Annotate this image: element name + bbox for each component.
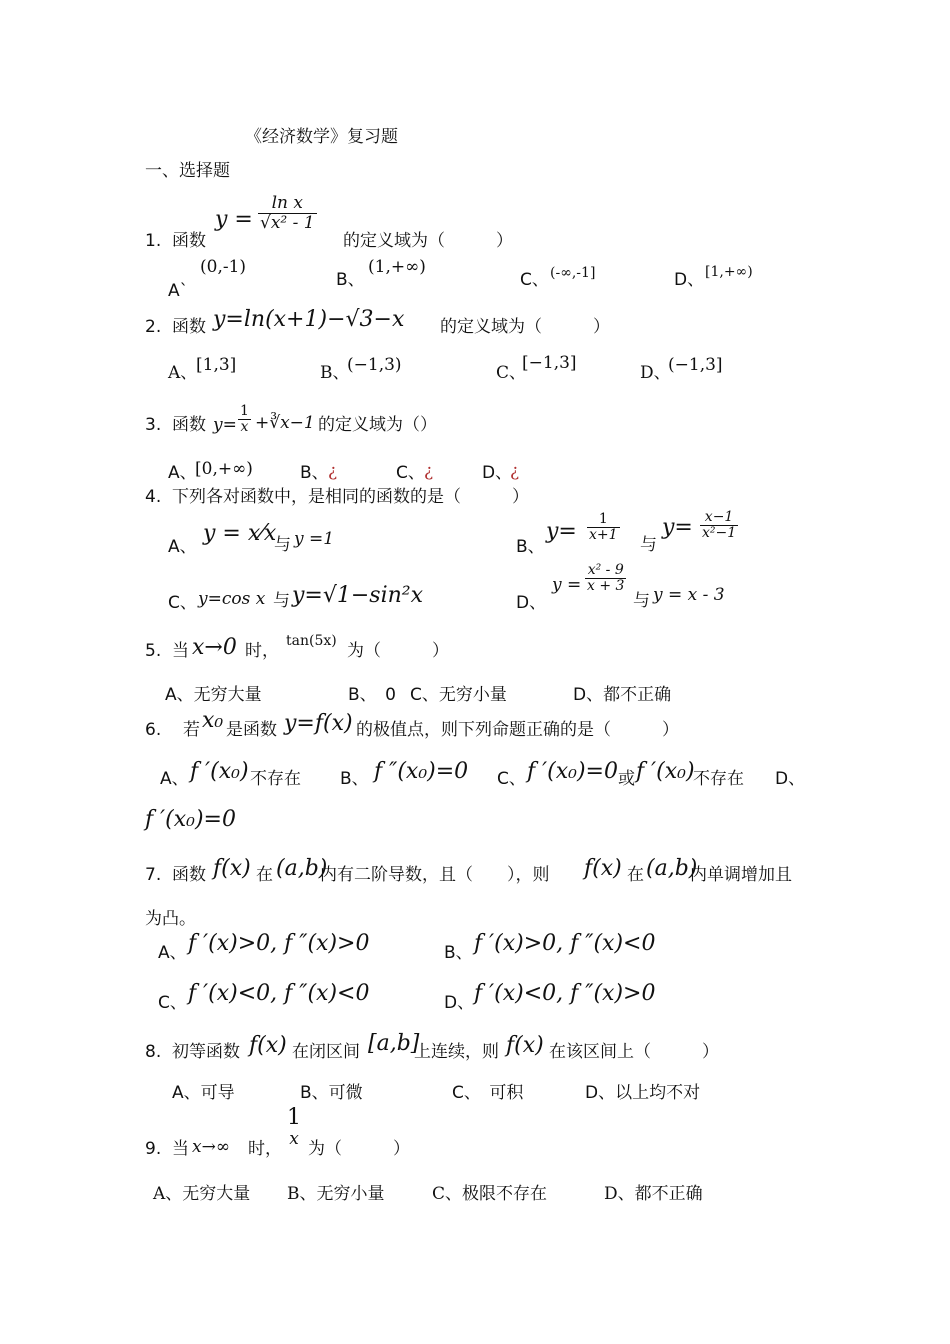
q3-option-a: [0,+∞) xyxy=(195,459,253,479)
q4-stem: 下列各对函数中，是相同的函数的是（ ） xyxy=(172,487,529,507)
q4-option-b-label: B、 xyxy=(516,537,545,557)
q3-option-a-label: A、 xyxy=(168,463,197,483)
q7-interval2: (a,b) xyxy=(646,856,698,881)
q5-stem-mid: 时， xyxy=(245,641,279,661)
q6-option-a-text: 不存在 xyxy=(250,769,301,789)
q1-option-d-label: D、 xyxy=(674,270,705,290)
q2-stem-end: 的定义域为（ ） xyxy=(440,317,610,337)
q8-stem-mid: 在闭区间 xyxy=(292,1042,360,1062)
q2-option-a-label: A、 xyxy=(168,363,198,383)
q7-stem-mid: 内有二阶导数，且（ ），则 xyxy=(320,865,550,885)
q9-stem: 当 xyxy=(172,1139,189,1159)
q8-number: 8. xyxy=(145,1042,162,1062)
q4-option-c-with: 与 xyxy=(273,591,290,611)
q2-option-b: (−1,3) xyxy=(347,355,402,375)
q5-option-a: A、无穷大量 xyxy=(165,685,262,705)
q9-option-b: B、无穷小量 xyxy=(287,1184,385,1204)
q9-numerator: 1 xyxy=(287,1105,301,1130)
q4-option-c-f2: y=√1−sin²x xyxy=(292,583,424,608)
q2-option-b-label: B、 xyxy=(320,363,350,383)
q8-interval: [a,b] xyxy=(368,1031,420,1056)
q7-option-b-label: B、 xyxy=(444,943,473,963)
q1-option-a-label: A` xyxy=(168,281,189,301)
q6-option-d-f: f ′(x₀)=0 xyxy=(145,807,236,832)
q6-function: y=f(x) xyxy=(284,711,353,736)
q7-stem-in: 在 xyxy=(256,865,273,885)
q3-formula-denominator: x xyxy=(240,419,249,436)
q5-stem: 当 xyxy=(172,641,189,661)
q3-formula-rhs: +∛x−1 xyxy=(255,413,315,433)
q4-option-b-lhs: y= xyxy=(546,519,577,544)
q8-option-d: D、以上均不对 xyxy=(585,1083,701,1103)
q5-stem-end: 为（ ） xyxy=(347,641,449,661)
q6-option-b-f: f ″(x₀)=0 xyxy=(374,759,469,784)
q1-option-b-label: B、 xyxy=(336,270,365,290)
q7-stem: 函数 xyxy=(172,865,206,885)
q8-option-b: B、可微 xyxy=(300,1083,363,1103)
q3-formula-numerator: 1 xyxy=(240,403,249,419)
section-heading: 一、选择题 xyxy=(145,161,230,181)
q9-denominator: x xyxy=(289,1129,299,1150)
q4-option-a-with: 与 xyxy=(274,535,291,555)
q2-option-c: [−1,3] xyxy=(522,353,577,373)
q6-option-c-text: 不存在 xyxy=(693,769,744,789)
q9-condition: x→∞ xyxy=(192,1137,230,1157)
q2-option-a: [1,3] xyxy=(196,355,237,375)
q7-option-d-f: f ′(x)<0, f ″(x)>0 xyxy=(474,981,656,1006)
q4-option-b-frac1 xyxy=(587,512,620,544)
q9-option-d: D、都不正确 xyxy=(604,1184,703,1204)
q4-option-c-f1: y=cos x xyxy=(198,589,266,609)
q3-option-d-label: D、 xyxy=(482,463,513,483)
q4-option-b-lhs2: y= xyxy=(662,515,693,540)
q6-option-c-f1: f ′(x₀)=0 xyxy=(527,759,618,784)
q8-stem-end: 在该区间上（ ） xyxy=(549,1042,719,1062)
q4-option-d-num: x² - 9 xyxy=(585,563,626,579)
q5-option-b: B、 0 xyxy=(348,685,396,705)
q3-option-b-label: B、 xyxy=(300,463,329,483)
q6-option-c-or: 或 xyxy=(618,769,635,789)
q6-stem-end: 的极值点，则下列命题正确的是（ ） xyxy=(356,720,679,740)
q3-option-c-label: C、 xyxy=(396,463,425,483)
q4-option-a-f2: y =1 xyxy=(294,529,335,549)
q6-option-b-label: B、 xyxy=(340,769,369,789)
q1-formula-lhs: y = xyxy=(215,207,253,232)
q9-fraction xyxy=(285,1106,303,1149)
q4-number: 4. xyxy=(145,487,162,507)
q5-number: 5. xyxy=(145,641,162,661)
q1-stem-end: 的定义域为（ ） xyxy=(343,231,513,251)
q1-stem: 函数 xyxy=(172,231,206,251)
q3-option-d: ¿ xyxy=(510,461,520,481)
q1-option-a: (0,-1) xyxy=(200,257,247,277)
q5-expression: tan(5x) xyxy=(286,633,337,649)
q6-option-c-f2: f ′(x₀) xyxy=(636,759,695,784)
q4-option-b-num2: x−1 xyxy=(700,510,738,526)
q8-stem-mid2: 上连续，则 xyxy=(414,1042,499,1062)
q4-option-b-den2: x²−1 xyxy=(702,525,737,542)
q7-option-a-f: f ′(x)>0, f ″(x)>0 xyxy=(188,931,370,956)
q4-option-d-frac xyxy=(585,563,626,595)
q7-f2: f(x) xyxy=(584,856,622,881)
q7-f: f(x) xyxy=(213,856,251,881)
q1-option-b: (1,+∞) xyxy=(368,257,426,277)
q4-option-b-with: 与 xyxy=(640,535,657,555)
q1-formula-numerator: ln x xyxy=(258,194,317,214)
q6-stem: 若 xyxy=(183,720,200,740)
q1-formula xyxy=(258,194,317,232)
q9-option-c: C、极限不存在 xyxy=(432,1184,548,1204)
q9-option-a: A、无穷大量 xyxy=(153,1184,251,1204)
q7-option-c-label: C、 xyxy=(158,993,187,1013)
q7-number: 7. xyxy=(145,865,162,885)
q6-option-a-f: f ′(x₀) xyxy=(190,759,249,784)
q8-f2: f(x) xyxy=(506,1033,544,1058)
q4-option-b-num1: 1 xyxy=(587,512,620,528)
q2-formula: y=ln(x+1)−√3−x xyxy=(213,307,405,332)
q6-stem-mid: 是函数 xyxy=(226,720,277,740)
q5-option-c: C、无穷小量 xyxy=(410,685,507,705)
q9-stem-end: 为（ ） xyxy=(308,1139,410,1159)
q9-stem-mid: 时， xyxy=(248,1139,282,1159)
q8-option-c: C、 可积 xyxy=(452,1083,524,1103)
q3-formula-lhs: y= xyxy=(213,415,237,435)
q4-option-d-lhs: y = xyxy=(552,575,582,595)
q3-option-b: ¿ xyxy=(328,461,338,481)
q1-option-c-label: C、 xyxy=(520,270,549,290)
doc-title: 《经济数学》复习题 xyxy=(245,127,398,147)
q7-stem-in2: 在 xyxy=(627,865,644,885)
q7-option-b-f: f ′(x)>0, f ″(x)<0 xyxy=(474,931,656,956)
q5-option-d: D、都不正确 xyxy=(573,685,672,705)
q1-option-d: [1,+∞) xyxy=(705,264,753,280)
q4-option-b-den1: x+1 xyxy=(589,527,618,544)
q4-option-d-den: x + 3 xyxy=(587,578,625,595)
q9-number: 9. xyxy=(145,1139,162,1159)
q3-stem: 函数 xyxy=(172,415,206,435)
q3-number: 3. xyxy=(145,415,162,435)
q6-number: 6. xyxy=(145,720,162,740)
q2-option-c-label: C、 xyxy=(496,363,527,383)
q3-formula-frac xyxy=(238,404,251,436)
q7-option-c-f: f ′(x)<0, f ″(x)<0 xyxy=(188,981,370,1006)
q7-stem-end: 内单调增加且 xyxy=(690,865,792,885)
q2-stem: 函数 xyxy=(172,317,206,337)
q3-stem-end: 的定义域为（） xyxy=(318,415,437,435)
q8-f: f(x) xyxy=(249,1033,287,1058)
q4-option-d-with: 与 xyxy=(633,591,650,611)
q4-option-a-label: A、 xyxy=(168,537,197,557)
q4-option-b-frac2 xyxy=(700,510,738,542)
q7-option-d-label: D、 xyxy=(444,993,475,1013)
q2-option-d: (−1,3] xyxy=(668,355,723,375)
q6-option-c-label: C、 xyxy=(497,769,526,789)
q4-option-c-label: C、 xyxy=(168,593,197,613)
q2-number: 2. xyxy=(145,317,162,337)
q5-condition: x→0 xyxy=(192,635,237,660)
q6-x0: x₀ xyxy=(202,708,224,733)
q8-option-a: A、可导 xyxy=(172,1083,235,1103)
q1-option-c: (-∞,-1] xyxy=(550,265,596,281)
q2-option-d-label: D、 xyxy=(640,363,671,383)
q8-stem: 初等函数 xyxy=(172,1042,240,1062)
q4-option-a-f1: y = x⁄x xyxy=(203,521,277,546)
q7-interval: (a,b) xyxy=(276,856,328,881)
q7-stem-tail: 为凸。 xyxy=(145,909,196,929)
q4-option-d-label: D、 xyxy=(516,593,547,613)
q3-option-c: ¿ xyxy=(424,461,434,481)
q1-formula-denominator: √x² - 1 xyxy=(260,212,315,233)
q6-option-d-label: D、 xyxy=(775,769,806,789)
q6-option-a-label: A、 xyxy=(160,769,189,789)
q1-number: 1. xyxy=(145,231,162,251)
q4-option-d-f2: y = x - 3 xyxy=(653,585,725,605)
q7-option-a-label: A、 xyxy=(158,943,187,963)
